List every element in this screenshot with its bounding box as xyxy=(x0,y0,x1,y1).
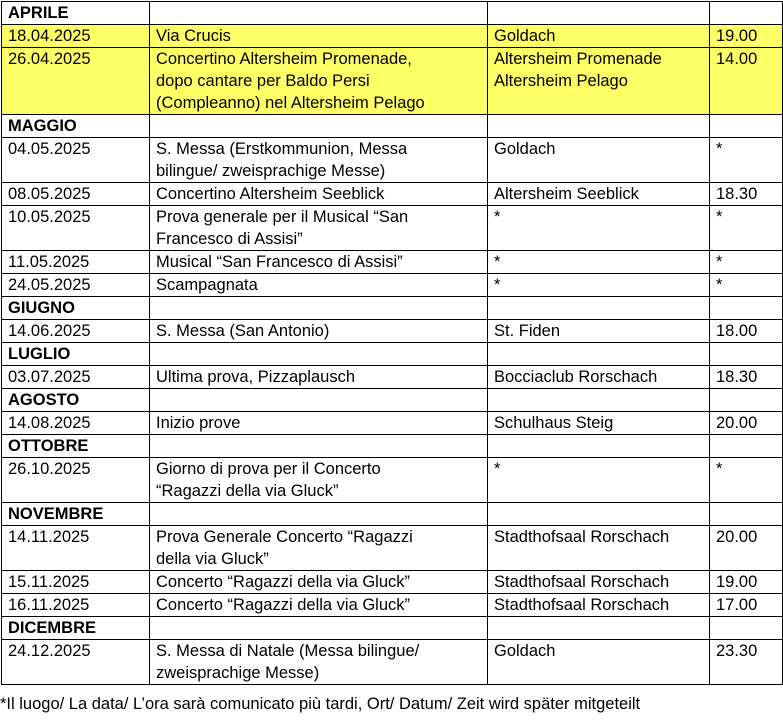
month-row xyxy=(2,389,783,412)
event-row xyxy=(2,571,783,594)
event-name: Giorno di prova per il Concerto “Ragazzi della via Gluck” xyxy=(150,458,488,503)
event-name: Musical “San Francesco di Assisi” xyxy=(150,251,488,274)
event-date: 14.08.2025 xyxy=(2,412,150,435)
event-date: 14.06.2025 xyxy=(2,320,150,343)
month-row xyxy=(2,343,783,366)
event-time: 18.30 xyxy=(710,183,783,206)
event-time: * xyxy=(710,274,783,297)
event-place: Goldach xyxy=(488,25,710,48)
event-place: * xyxy=(488,206,710,251)
event-time: 20.00 xyxy=(710,526,783,571)
empty-cell xyxy=(150,503,488,526)
event-date: 18.04.2025 xyxy=(2,25,150,48)
event-row xyxy=(2,640,783,685)
empty-cell xyxy=(150,343,488,366)
month-header: APRILE xyxy=(2,2,150,25)
event-name: S. Messa di Natale (Messa bilingue/ zweisprachige Messe) xyxy=(150,640,488,685)
event-time: * xyxy=(710,206,783,251)
event-time: * xyxy=(710,251,783,274)
month-row xyxy=(2,2,783,25)
event-place: Schulhaus Steig xyxy=(488,412,710,435)
month-row xyxy=(2,115,783,138)
empty-cell xyxy=(488,389,710,412)
event-date: 11.05.2025 xyxy=(2,251,150,274)
schedule-body xyxy=(2,2,783,685)
event-row xyxy=(2,25,783,48)
event-name: Scampagnata xyxy=(150,274,488,297)
event-name: Inizio prove xyxy=(150,412,488,435)
event-name: S. Messa (San Antonio) xyxy=(150,320,488,343)
event-place: * xyxy=(488,251,710,274)
event-time: 18.30 xyxy=(710,366,783,389)
event-time: 18.00 xyxy=(710,320,783,343)
empty-cell xyxy=(710,2,783,25)
event-row xyxy=(2,48,783,115)
empty-cell xyxy=(150,617,488,640)
month-header: LUGLIO xyxy=(2,343,150,366)
empty-cell xyxy=(710,297,783,320)
event-row xyxy=(2,594,783,617)
event-date: 10.05.2025 xyxy=(2,206,150,251)
event-name: Via Crucis xyxy=(150,25,488,48)
event-date: 03.07.2025 xyxy=(2,366,150,389)
event-name: Ultima prova, Pizzaplausch xyxy=(150,366,488,389)
empty-cell xyxy=(488,297,710,320)
empty-cell xyxy=(710,617,783,640)
event-place: * xyxy=(488,274,710,297)
event-row xyxy=(2,458,783,503)
event-time: * xyxy=(710,138,783,183)
empty-cell xyxy=(150,115,488,138)
month-row xyxy=(2,617,783,640)
event-place: Altersheim Seeblick xyxy=(488,183,710,206)
event-name: Concertino Altersheim Promenade, dopo cantare per Baldo Persi (Compleanno) nel Altersheim Pelago xyxy=(150,48,488,115)
event-row xyxy=(2,412,783,435)
event-place: Goldach xyxy=(488,640,710,685)
event-name: Concerto “Ragazzi della via Gluck” xyxy=(150,571,488,594)
empty-cell xyxy=(488,115,710,138)
event-place: * xyxy=(488,458,710,503)
empty-cell xyxy=(710,435,783,458)
empty-cell xyxy=(710,503,783,526)
month-header: DICEMBRE xyxy=(2,617,150,640)
empty-cell xyxy=(710,389,783,412)
event-name: S. Messa (Erstkommunion, Messa bilingue/ zweisprachige Messe) xyxy=(150,138,488,183)
event-place: Bocciaclub Rorschach xyxy=(488,366,710,389)
month-row xyxy=(2,503,783,526)
event-date: 24.12.2025 xyxy=(2,640,150,685)
event-date: 26.10.2025 xyxy=(2,458,150,503)
event-name: Prova generale per il Musical “San Francesco di Assisi” xyxy=(150,206,488,251)
event-place: Stadthofsaal Rorschach xyxy=(488,526,710,571)
empty-cell xyxy=(488,2,710,25)
event-date: 08.05.2025 xyxy=(2,183,150,206)
event-place: Goldach xyxy=(488,138,710,183)
month-header: AGOSTO xyxy=(2,389,150,412)
event-place: St. Fiden xyxy=(488,320,710,343)
event-date: 14.11.2025 xyxy=(2,526,150,571)
empty-cell xyxy=(150,389,488,412)
event-name: Prova Generale Concerto “Ragazzi della via Gluck” xyxy=(150,526,488,571)
empty-cell xyxy=(150,435,488,458)
event-row xyxy=(2,183,783,206)
event-time: 20.00 xyxy=(710,412,783,435)
event-time: * xyxy=(710,458,783,503)
event-date: 04.05.2025 xyxy=(2,138,150,183)
empty-cell xyxy=(488,503,710,526)
event-date: 15.11.2025 xyxy=(2,571,150,594)
empty-cell xyxy=(488,435,710,458)
event-time: 19.00 xyxy=(710,571,783,594)
event-name: Concerto “Ragazzi della via Gluck” xyxy=(150,594,488,617)
event-row xyxy=(2,251,783,274)
month-row xyxy=(2,435,783,458)
empty-cell xyxy=(150,297,488,320)
event-row xyxy=(2,206,783,251)
month-header: GIUGNO xyxy=(2,297,150,320)
event-time: 19.00 xyxy=(710,25,783,48)
month-header: NOVEMBRE xyxy=(2,503,150,526)
empty-cell xyxy=(150,2,488,25)
month-header: MAGGIO xyxy=(2,115,150,138)
empty-cell xyxy=(488,343,710,366)
event-date: 26.04.2025 xyxy=(2,48,150,115)
event-row xyxy=(2,138,783,183)
event-row xyxy=(2,526,783,571)
empty-cell xyxy=(710,343,783,366)
schedule-table xyxy=(1,1,783,685)
month-header: OTTOBRE xyxy=(2,435,150,458)
event-row xyxy=(2,366,783,389)
month-row xyxy=(2,297,783,320)
event-row xyxy=(2,320,783,343)
event-place: Altersheim Promenade Altersheim Pelago xyxy=(488,48,710,115)
event-time: 23.30 xyxy=(710,640,783,685)
event-row xyxy=(2,274,783,297)
event-date: 16.11.2025 xyxy=(2,594,150,617)
event-time: 14.00 xyxy=(710,48,783,115)
event-place: Stadthofsaal Rorschach xyxy=(488,571,710,594)
footnote: *Il luogo/ La data/ L’ora sarà comunicato più tardi, Ort/ Datum/ Zeit wird später mitgeteilt xyxy=(0,695,641,713)
event-date: 24.05.2025 xyxy=(2,274,150,297)
event-name: Concertino Altersheim Seeblick xyxy=(150,183,488,206)
empty-cell xyxy=(710,115,783,138)
event-time: 17.00 xyxy=(710,594,783,617)
event-place: Stadthofsaal Rorschach xyxy=(488,594,710,617)
empty-cell xyxy=(488,617,710,640)
